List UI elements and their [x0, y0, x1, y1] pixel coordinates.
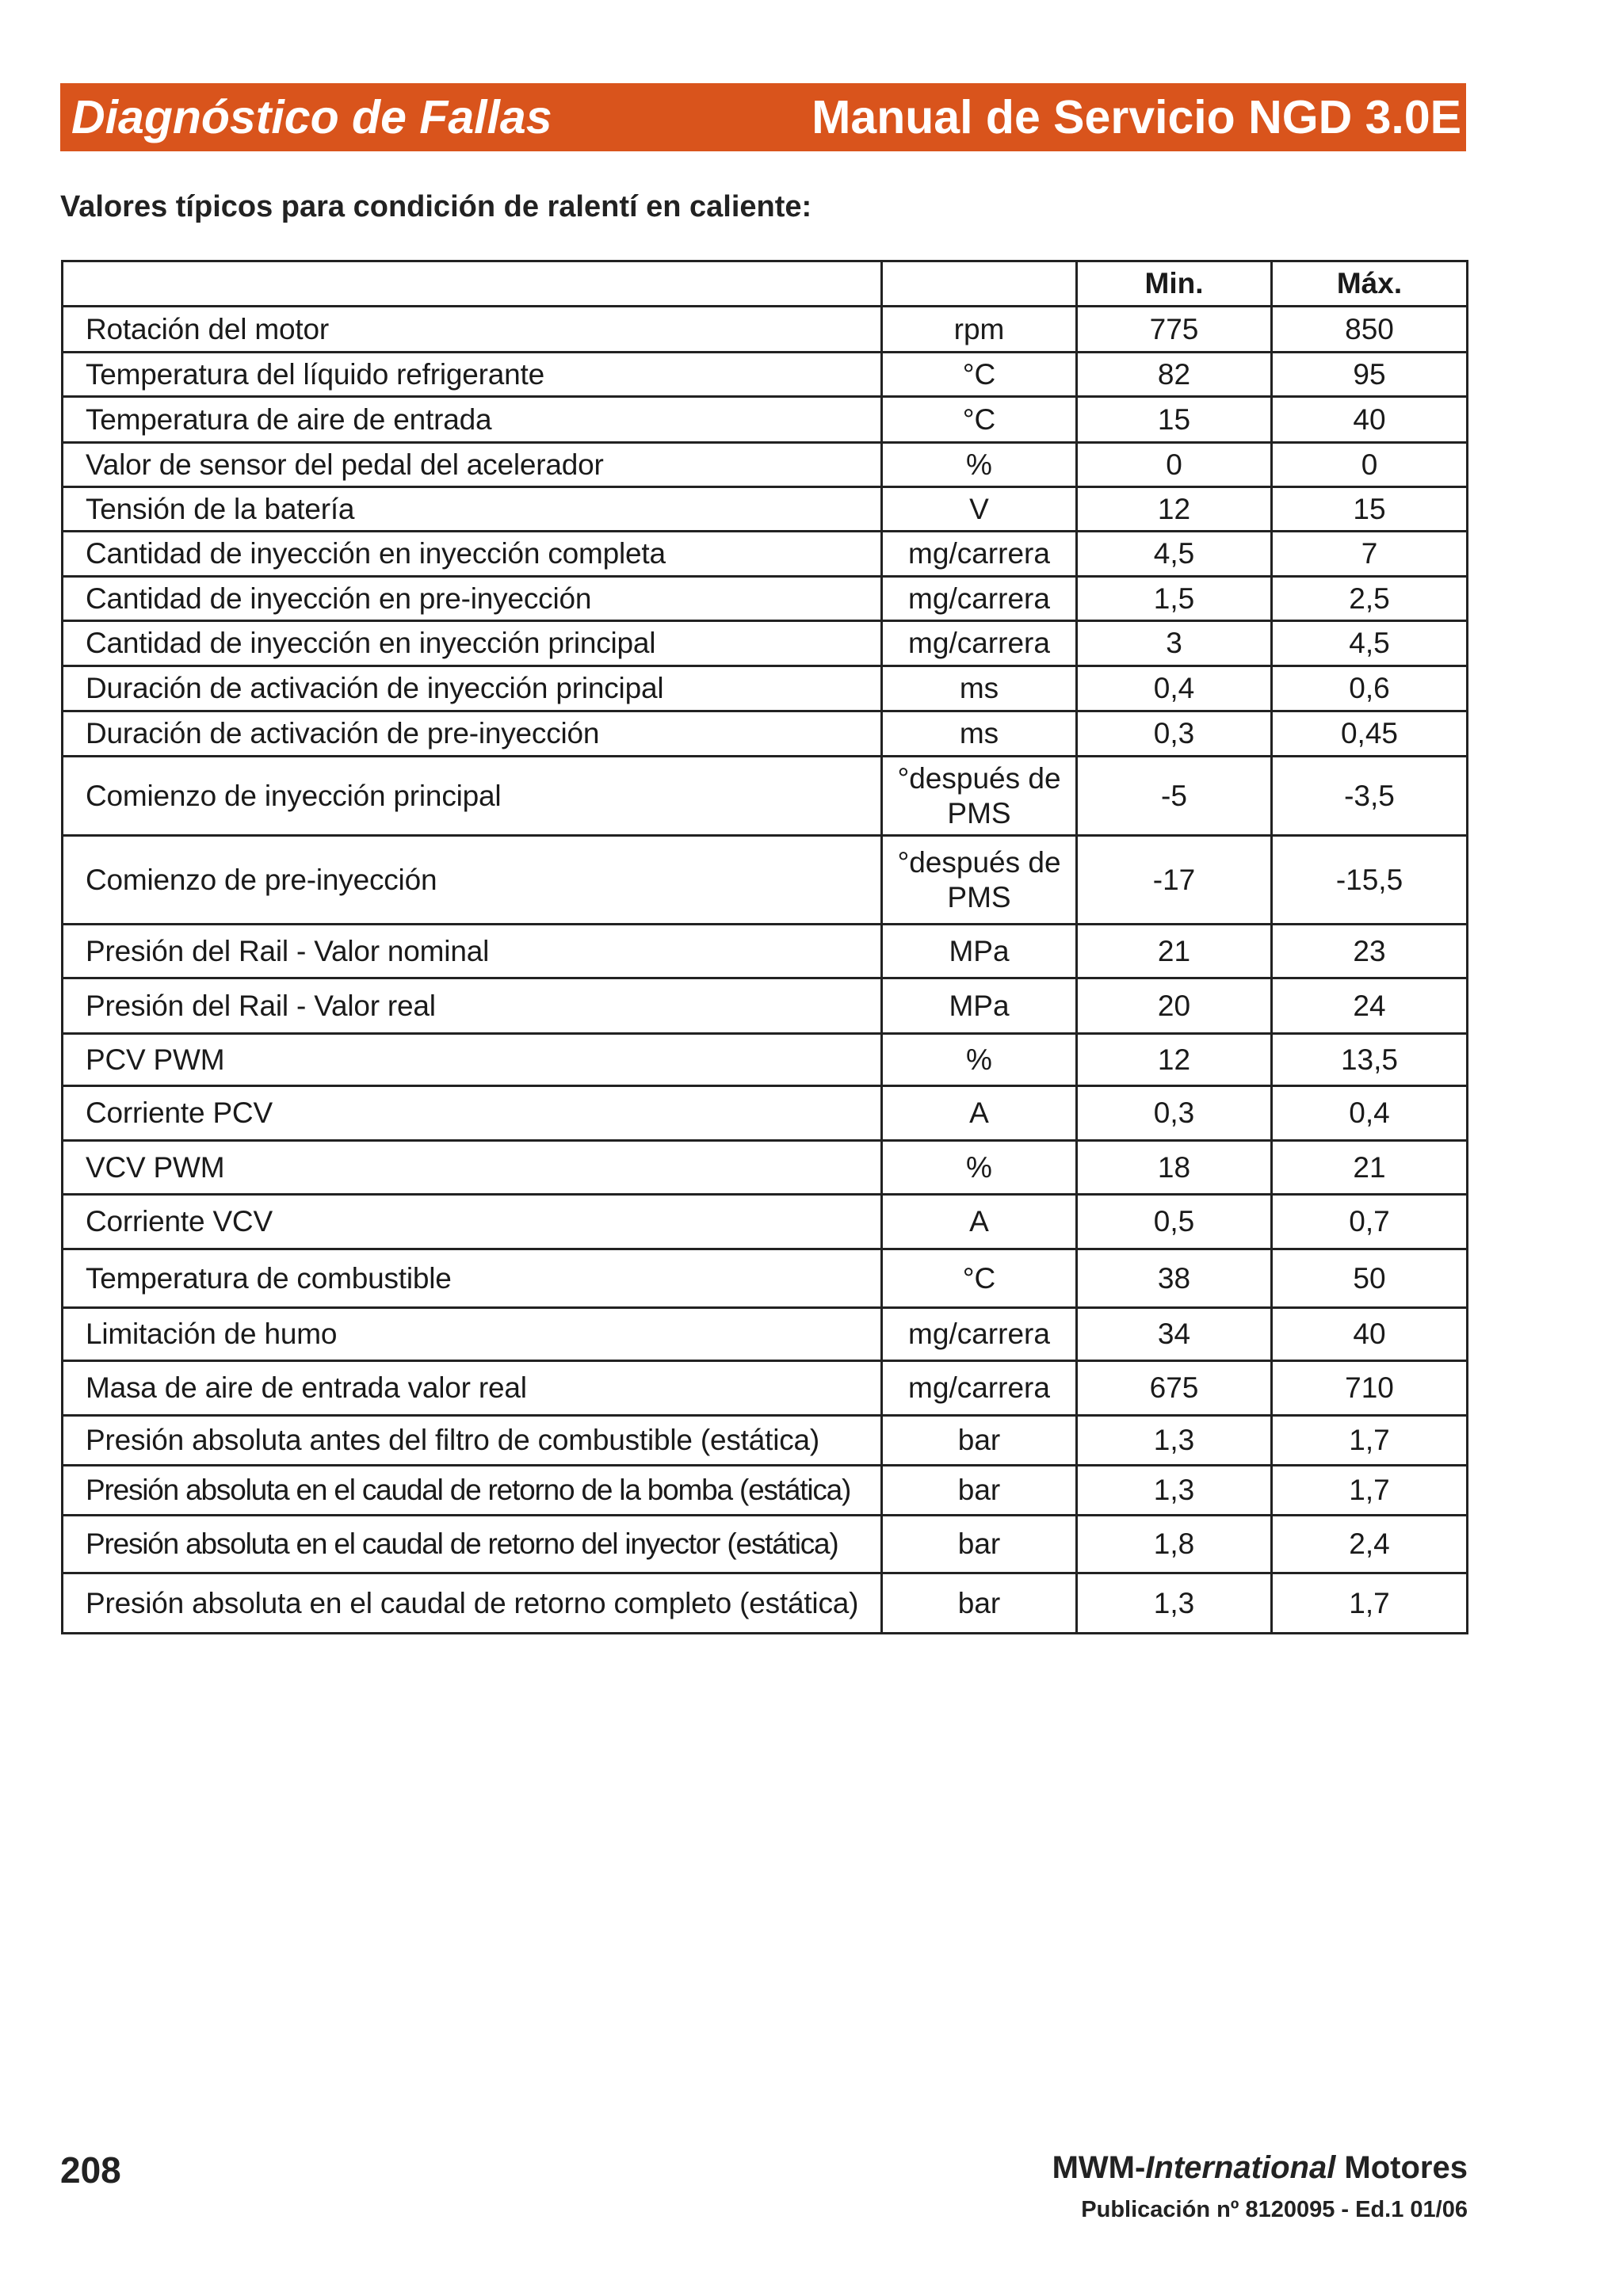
section-title: Diagnóstico de Fallas: [71, 91, 552, 143]
table-row: [63, 1034, 1468, 1086]
param-cell: Presión absoluta antes del filtro de combustible (estática): [63, 1416, 882, 1466]
table-caption: Valores típicos para condición de ralentí en caliente:: [60, 190, 812, 223]
table-row: [63, 1086, 1468, 1141]
unit-cell: rpm: [882, 307, 1077, 353]
brand-prefix: MWM-: [1052, 2150, 1146, 2185]
unit-cell: %: [882, 1141, 1077, 1195]
manual-title: Manual de Servicio NGD 3.0E: [812, 91, 1461, 143]
table-row: [63, 307, 1468, 353]
table-row: [63, 1249, 1468, 1308]
unit-cell: ms: [882, 666, 1077, 711]
unit-cell: A: [882, 1195, 1077, 1249]
param-cell: Temperatura del líquido refrigerante: [63, 353, 882, 397]
table-header-row: [63, 261, 1468, 307]
min-value-cell: 1,3: [1077, 1573, 1272, 1634]
max-value-cell: 2,5: [1272, 577, 1468, 621]
table-row: [63, 1416, 1468, 1466]
param-cell: Tensión de la batería: [63, 487, 882, 532]
min-value-cell: 82: [1077, 353, 1272, 397]
table-row: [63, 487, 1468, 532]
unit-cell: mg/carrera: [882, 1308, 1077, 1361]
min-value-cell: 4,5: [1077, 532, 1272, 577]
table-row: [63, 577, 1468, 621]
param-cell: Corriente PCV: [63, 1086, 882, 1141]
param-cell: Presión absoluta en el caudal de retorno del inyector (estática): [63, 1516, 882, 1573]
param-cell: Masa de aire de entrada valor real: [63, 1361, 882, 1416]
min-value-cell: 20: [1077, 978, 1272, 1034]
unit-cell: bar: [882, 1466, 1077, 1516]
param-cell: Presión absoluta en el caudal de retorno completo (estática): [63, 1573, 882, 1634]
unit-cell: mg/carrera: [882, 532, 1077, 577]
max-value-cell: -3,5: [1272, 757, 1468, 836]
table-row: [63, 397, 1468, 443]
min-value-cell: 3: [1077, 621, 1272, 666]
table-row: [63, 666, 1468, 711]
unit-cell: °C: [882, 397, 1077, 443]
max-value-cell: 95: [1272, 353, 1468, 397]
unit-cell: MPa: [882, 925, 1077, 978]
param-cell: Valor de sensor del pedal del acelerador: [63, 443, 882, 487]
header-min: Min.: [1077, 261, 1272, 307]
publisher-brand: [1052, 2150, 1468, 2186]
table-body: [63, 307, 1468, 1634]
param-cell: Presión del Rail - Valor nominal: [63, 925, 882, 978]
min-value-cell: 0,3: [1077, 711, 1272, 757]
header-bar: [60, 83, 1466, 151]
unit-cell: MPa: [882, 978, 1077, 1034]
brand-suffix: Motores: [1335, 2150, 1468, 2185]
param-cell: PCV PWM: [63, 1034, 882, 1086]
header-max: Máx.: [1272, 261, 1468, 307]
unit-cell: %: [882, 1034, 1077, 1086]
table-row: [63, 1361, 1468, 1416]
min-value-cell: 12: [1077, 487, 1272, 532]
unit-cell: °C: [882, 353, 1077, 397]
unit-cell: mg/carrera: [882, 1361, 1077, 1416]
param-cell: Cantidad de inyección en inyección principal: [63, 621, 882, 666]
min-value-cell: 1,8: [1077, 1516, 1272, 1573]
param-cell: VCV PWM: [63, 1141, 882, 1195]
min-value-cell: 38: [1077, 1249, 1272, 1308]
table-row: [63, 353, 1468, 397]
max-value-cell: 0: [1272, 443, 1468, 487]
page-number: 208: [60, 2149, 121, 2191]
max-value-cell: 24: [1272, 978, 1468, 1034]
brand-italic: International: [1145, 2150, 1336, 2185]
min-value-cell: 12: [1077, 1034, 1272, 1086]
min-value-cell: 0,3: [1077, 1086, 1272, 1141]
unit-cell: %: [882, 443, 1077, 487]
param-cell: Temperatura de combustible: [63, 1249, 882, 1308]
min-value-cell: 675: [1077, 1361, 1272, 1416]
unit-cell: mg/carrera: [882, 621, 1077, 666]
max-value-cell: 40: [1272, 1308, 1468, 1361]
param-cell: Duración de activación de inyección principal: [63, 666, 882, 711]
min-value-cell: -17: [1077, 836, 1272, 925]
param-cell: Temperatura de aire de entrada: [63, 397, 882, 443]
publication-info: Publicación nº 8120095 - Ed.1 01/06: [1081, 2197, 1468, 2222]
unit-cell: bar: [882, 1516, 1077, 1573]
table-row: [63, 1141, 1468, 1195]
max-value-cell: 710: [1272, 1361, 1468, 1416]
max-value-cell: 15: [1272, 487, 1468, 532]
min-value-cell: 0,5: [1077, 1195, 1272, 1249]
max-value-cell: 0,7: [1272, 1195, 1468, 1249]
param-cell: Limitación de humo: [63, 1308, 882, 1361]
table-row: [63, 1466, 1468, 1516]
max-value-cell: 850: [1272, 307, 1468, 353]
specs-table: [61, 260, 1468, 1634]
table-row: [63, 978, 1468, 1034]
param-cell: Cantidad de inyección en pre-inyección: [63, 577, 882, 621]
param-cell: Cantidad de inyección en inyección completa: [63, 532, 882, 577]
unit-cell: bar: [882, 1573, 1077, 1634]
param-cell: Rotación del motor: [63, 307, 882, 353]
max-value-cell: 4,5: [1272, 621, 1468, 666]
min-value-cell: 18: [1077, 1141, 1272, 1195]
max-value-cell: 0,6: [1272, 666, 1468, 711]
table-row: [63, 757, 1468, 836]
min-value-cell: -5: [1077, 757, 1272, 836]
max-value-cell: 1,7: [1272, 1466, 1468, 1516]
max-value-cell: 13,5: [1272, 1034, 1468, 1086]
max-value-cell: 50: [1272, 1249, 1468, 1308]
max-value-cell: 1,7: [1272, 1416, 1468, 1466]
param-cell: Corriente VCV: [63, 1195, 882, 1249]
max-value-cell: 1,7: [1272, 1573, 1468, 1634]
table-row: [63, 1308, 1468, 1361]
min-value-cell: 1,3: [1077, 1416, 1272, 1466]
header-unit: [882, 261, 1077, 307]
min-value-cell: 775: [1077, 307, 1272, 353]
table-row: [63, 1573, 1468, 1634]
header-parameter: [63, 261, 882, 307]
min-value-cell: 34: [1077, 1308, 1272, 1361]
min-value-cell: 1,3: [1077, 1466, 1272, 1516]
min-value-cell: 21: [1077, 925, 1272, 978]
table-row: [63, 925, 1468, 978]
max-value-cell: -15,5: [1272, 836, 1468, 925]
min-value-cell: 0,4: [1077, 666, 1272, 711]
unit-cell: A: [882, 1086, 1077, 1141]
table-row: [63, 621, 1468, 666]
min-value-cell: 15: [1077, 397, 1272, 443]
param-cell: Duración de activación de pre-inyección: [63, 711, 882, 757]
max-value-cell: 0,45: [1272, 711, 1468, 757]
unit-cell: bar: [882, 1416, 1077, 1466]
param-cell: Comienzo de inyección principal: [63, 757, 882, 836]
max-value-cell: 0,4: [1272, 1086, 1468, 1141]
table-row: [63, 1516, 1468, 1573]
param-cell: Comienzo de pre-inyección: [63, 836, 882, 925]
table-row: [63, 836, 1468, 925]
min-value-cell: 0: [1077, 443, 1272, 487]
unit-cell: °C: [882, 1249, 1077, 1308]
min-value-cell: 1,5: [1077, 577, 1272, 621]
unit-cell: mg/carrera: [882, 577, 1077, 621]
table-row: [63, 1195, 1468, 1249]
table-row: [63, 532, 1468, 577]
max-value-cell: 21: [1272, 1141, 1468, 1195]
param-cell: Presión absoluta en el caudal de retorno de la bomba (estática): [63, 1466, 882, 1516]
max-value-cell: 7: [1272, 532, 1468, 577]
table-row: [63, 443, 1468, 487]
max-value-cell: 2,4: [1272, 1516, 1468, 1573]
unit-cell: °después de PMS: [882, 757, 1077, 836]
unit-cell: ms: [882, 711, 1077, 757]
unit-cell: °después de PMS: [882, 836, 1077, 925]
max-value-cell: 40: [1272, 397, 1468, 443]
param-cell: Presión del Rail - Valor real: [63, 978, 882, 1034]
max-value-cell: 23: [1272, 925, 1468, 978]
table-row: [63, 711, 1468, 757]
unit-cell: V: [882, 487, 1077, 532]
